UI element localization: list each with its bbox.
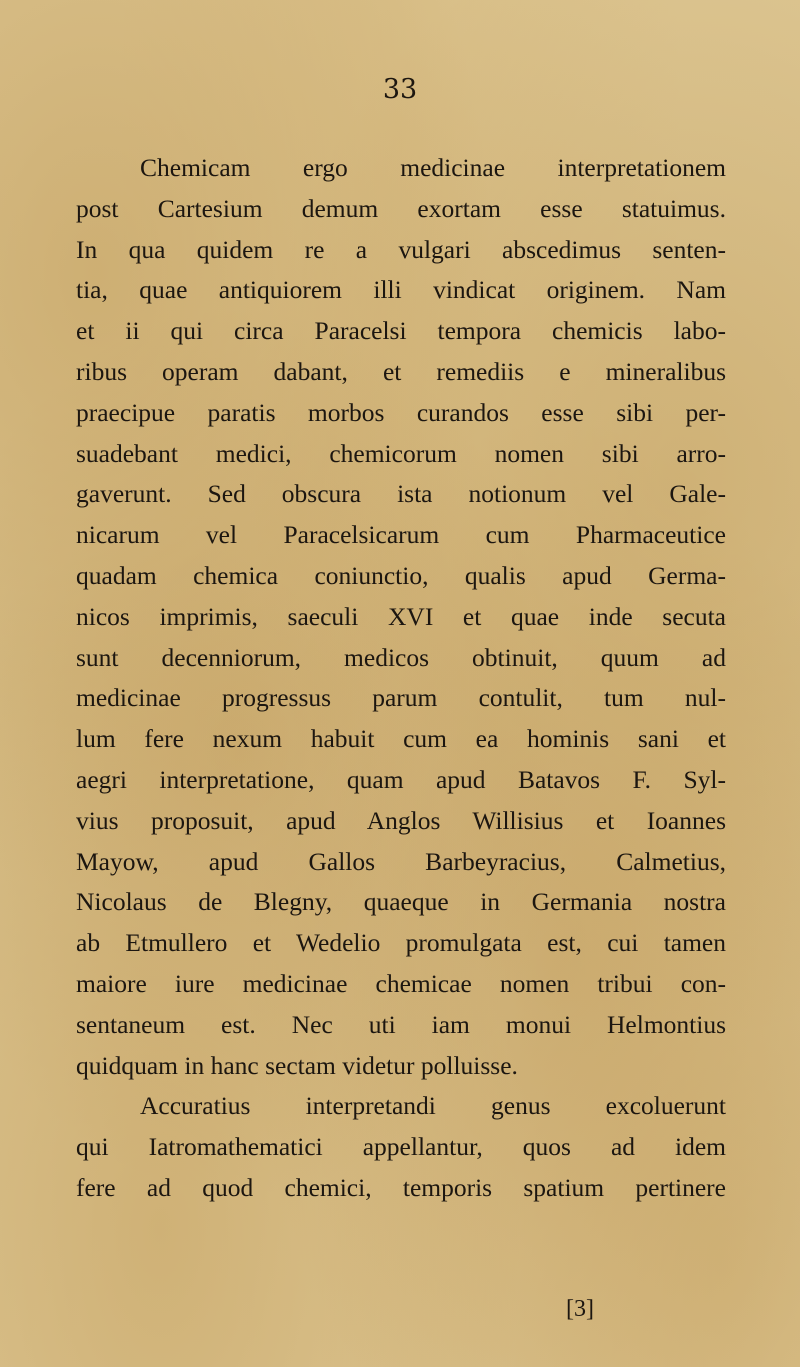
text-line: praecipue paratis morbos curandos esse sibi per- bbox=[76, 397, 726, 427]
text-line: Mayow, apud Gallos Barbeyracius, Calmetius, bbox=[76, 846, 726, 876]
text-line: nicarum vel Paracelsicarum cum Pharmaceutice bbox=[76, 520, 726, 550]
paragraph-2 bbox=[76, 1086, 726, 1208]
text-line: ribus operam dabant, et remediis e mineralibus bbox=[76, 356, 726, 386]
text-line: quadam chemica coniunctio, qualis apud Germa- bbox=[76, 560, 726, 590]
text-line: maiore iure medicinae chemicae nomen tribui con- bbox=[76, 968, 726, 998]
text-line: sentaneum est. Nec uti iam monui Helmontius bbox=[76, 1009, 726, 1039]
text-line: aegri interpretatione, quam apud Batavos F. Syl- bbox=[76, 764, 726, 794]
text-line: In qua quidem re a vulgari abscedimus senten- bbox=[76, 234, 726, 264]
text-line: fere ad quod chemici, temporis spatium pertinere bbox=[76, 1172, 726, 1202]
text-line: lum fere nexum habuit cum ea hominis sani et bbox=[76, 724, 726, 754]
text-line: tia, quae antiquiorem illi vindicat originem. Nam bbox=[76, 275, 726, 305]
text-line: qui Iatromathematici appellantur, quos ad idem bbox=[76, 1132, 726, 1162]
text-line: quidquam in hanc sectam videtur polluisse. bbox=[76, 1050, 518, 1080]
text-line: vius proposuit, apud Anglos Willisius et Ioannes bbox=[76, 805, 726, 835]
text-line: Chemicam ergo medicinae interpretationem bbox=[140, 153, 726, 182]
page-number: 33 bbox=[382, 74, 418, 105]
text-line: suadebant medici, chemicorum nomen sibi arro- bbox=[76, 438, 726, 468]
signature-mark: [3] bbox=[566, 1296, 594, 1322]
text-line: nicos imprimis, saeculi XVI et quae inde secuta bbox=[76, 601, 726, 631]
text-line: Nicolaus de Blegny, quaeque in Germania nostra bbox=[76, 887, 726, 917]
paragraph-1 bbox=[76, 148, 726, 1086]
text-line: ab Etmullero et Wedelio promulgata est, cui tamen bbox=[76, 928, 726, 958]
text-line: post Cartesium demum exortam esse statuimus. bbox=[76, 193, 726, 223]
text-line: Accuratius interpretandi genus excoluerunt bbox=[140, 1091, 726, 1121]
body-text bbox=[76, 148, 726, 1209]
text-line: medicinae progressus parum contulit, tum nul- bbox=[76, 683, 726, 713]
text-line: gaverunt. Sed obscura ista notionum vel Gale- bbox=[76, 479, 726, 509]
text-line: et ii qui circa Paracelsi tempora chemicis labo- bbox=[76, 316, 726, 346]
text-line: sunt decenniorum, medicos obtinuit, quum ad bbox=[76, 642, 726, 672]
